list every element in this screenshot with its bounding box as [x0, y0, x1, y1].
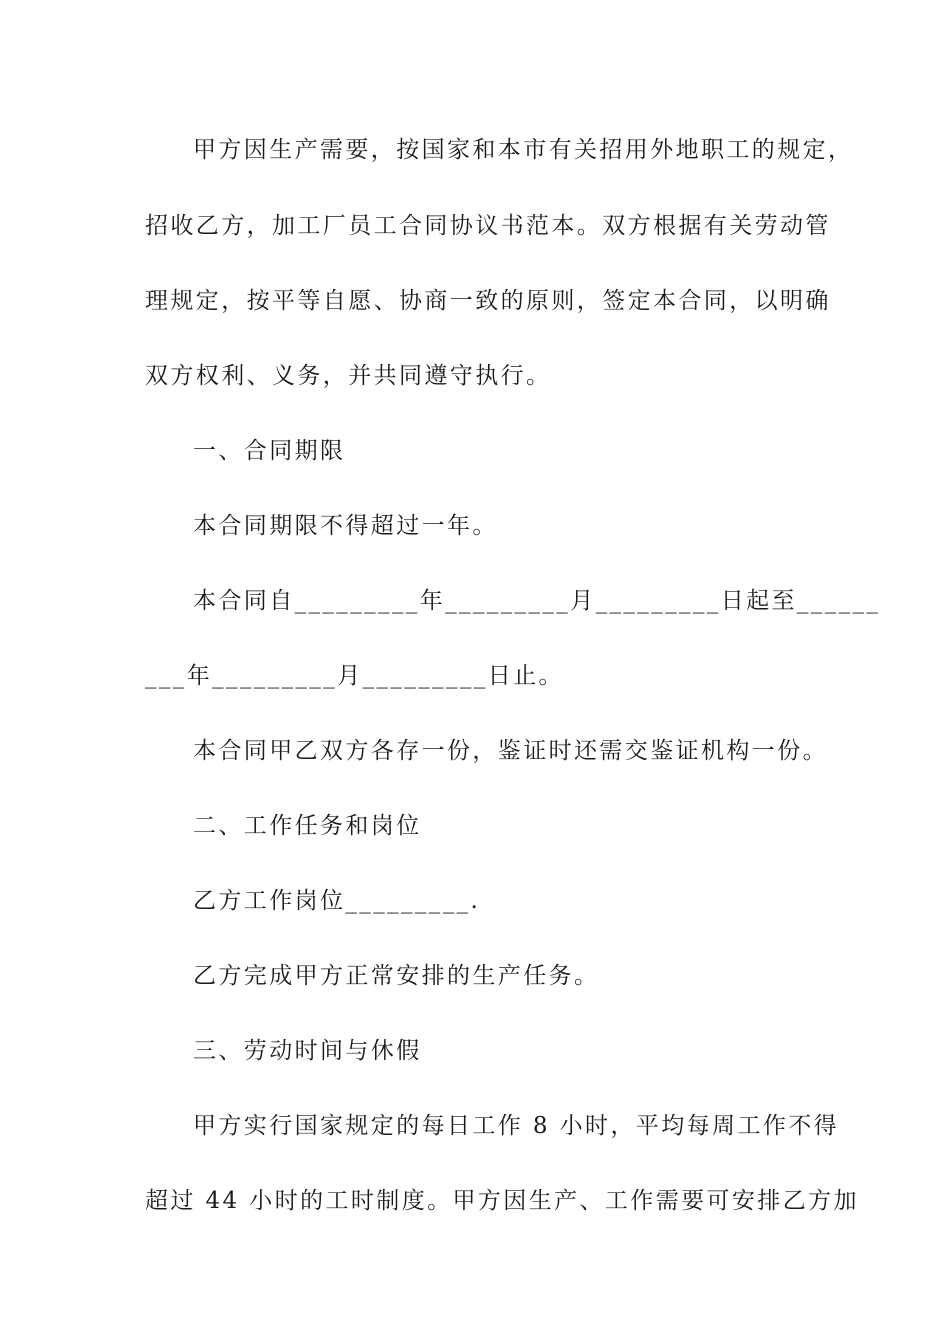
paragraph-line: 本合同期限不得超过一年。: [193, 513, 498, 539]
paragraph-line: 超过 44 小时的工时制度。甲方因生产、工作需要可安排乙方加: [145, 1188, 859, 1214]
paragraph-line: 招收乙方，加工厂员工合同协议书范本。双方根据有关劳动管: [145, 213, 831, 239]
section-heading: 三、劳动时间与休假: [193, 1038, 422, 1064]
section-heading: 二、工作任务和岗位: [193, 813, 422, 839]
paragraph-line: 本合同自_________年_________月_________日起至______: [193, 588, 881, 614]
paragraph-line: 本合同甲乙双方各存一份，鉴证时还需交鉴证机构一份。: [193, 738, 828, 764]
section-heading: 一、合同期限: [193, 438, 346, 464]
paragraph-line: 乙方工作岗位_________.: [193, 888, 481, 914]
paragraph-line: ___年_________月_________日止。: [145, 663, 564, 689]
paragraph-line: 双方权利、义务，并共同遵守执行。: [145, 363, 552, 389]
paragraph-line: 乙方完成甲方正常安排的生产任务。: [193, 963, 600, 989]
paragraph-line: 甲方实行国家规定的每日工作 8 小时，平均每周工作不得: [193, 1113, 840, 1139]
paragraph-line: 理规定，按平等自愿、协商一致的原则，签定本合同，以明确: [145, 288, 831, 314]
paragraph-line: 甲方因生产需要，按国家和本市有关招用外地职工的规定，: [193, 137, 854, 163]
